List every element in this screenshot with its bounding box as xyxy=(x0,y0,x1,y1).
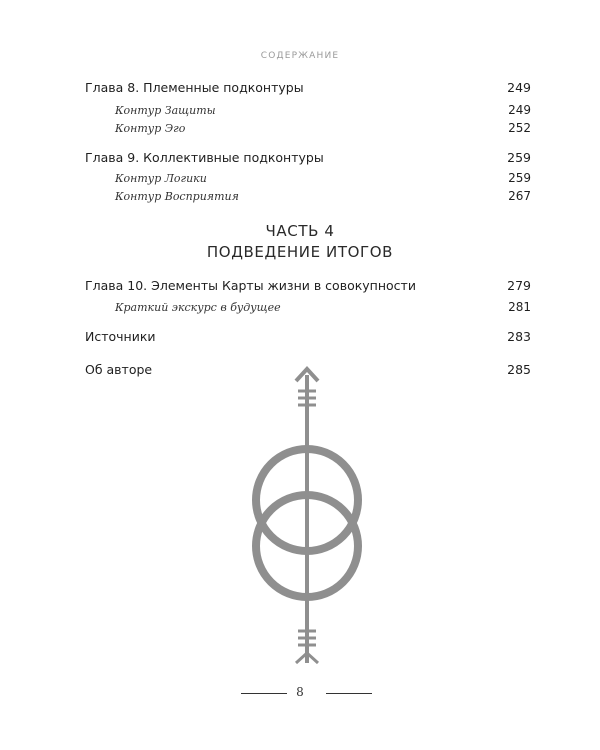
toc-entry-page: 249 xyxy=(507,80,531,95)
toc-entry-chapter-8[interactable] xyxy=(85,80,531,95)
toc-entry-title: Глава 9. Коллективные подконтуры xyxy=(85,150,324,165)
toc-entry-page: 283 xyxy=(507,329,531,344)
toc-entry-chapter-10[interactable] xyxy=(85,278,531,293)
toc-entry-page: 279 xyxy=(507,278,531,293)
toc-entry-title: Глава 10. Элементы Карты жизни в совокупности xyxy=(85,278,416,293)
toc-entry-title: Об авторе xyxy=(85,362,153,377)
toc-entry-page: 285 xyxy=(507,362,531,377)
page-number: 8 xyxy=(296,685,304,699)
part-label: ЧАСТЬ 4 xyxy=(265,222,335,240)
toc-subentry-defense-circuit[interactable] xyxy=(115,103,531,117)
toc-entry-title: Источники xyxy=(85,329,156,344)
toc-subentry-title: Краткий экскурс в будущее xyxy=(115,301,281,314)
toc-subentry-ego-circuit[interactable] xyxy=(115,121,531,135)
running-head: СОДЕРЖАНИЕ xyxy=(260,51,340,61)
footer-rule-right xyxy=(326,693,372,694)
toc-subentry-page: 267 xyxy=(508,189,531,203)
toc-subentry-future-excursion[interactable] xyxy=(115,300,531,314)
toc-subentry-logic-circuit[interactable] xyxy=(115,171,531,185)
toc-subentry-title: Контур Логики xyxy=(115,172,207,185)
page-footer xyxy=(0,684,600,704)
toc-entry-sources[interactable] xyxy=(85,329,531,344)
toc-subentry-page: 259 xyxy=(508,171,531,185)
toc-subentry-page: 252 xyxy=(508,121,531,135)
toc-subentry-page: 281 xyxy=(508,300,531,314)
double-ring-arrow-emblem-icon xyxy=(250,365,370,670)
toc-entry-title: Глава 8. Племенные подконтуры xyxy=(85,80,304,95)
toc-entry-chapter-9[interactable] xyxy=(85,150,531,165)
toc-subentry-title: Контур Эго xyxy=(115,122,186,135)
part-title: ПОДВЕДЕНИЕ ИТОГОВ xyxy=(206,243,394,261)
toc-entry-page: 259 xyxy=(507,150,531,165)
toc-subentry-title: Контур Восприятия xyxy=(115,190,239,203)
toc-subentry-perception-circuit[interactable] xyxy=(115,189,531,203)
toc-subentry-title: Контур Защиты xyxy=(115,104,216,117)
toc-subentry-page: 249 xyxy=(508,103,531,117)
